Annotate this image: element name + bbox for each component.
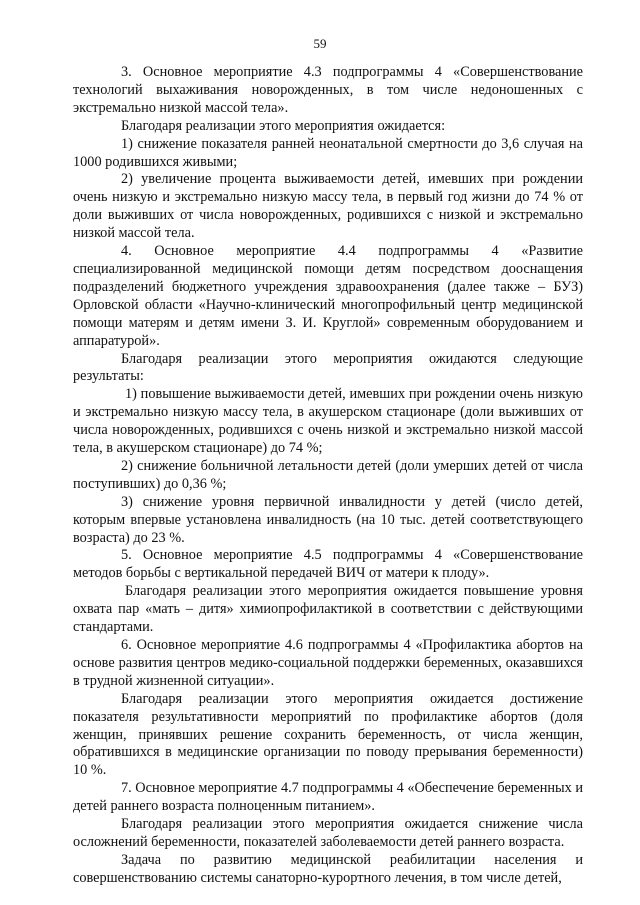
paragraph-expected-results-intro-2: Благодаря реализации этого мероприятия ожидаются следующие результаты: bbox=[73, 350, 583, 385]
paragraph-measure-4-5: 5. Основное мероприятие 4.5 подпрограммы 4 «Совершенствование методов борьбы с вертикальной передачей ВИЧ от матери к плоду». bbox=[73, 547, 583, 582]
paragraph-measure-4-7: 7. Основное мероприятие 4.7 подпрограммы 4 «Обеспечение беременных и детей раннего возраста полноценным питанием». bbox=[73, 780, 583, 815]
paragraph-result-1: 1) снижение показателя ранней неонатальной смертности до 3,6 случая на 1000 родившихся живыми; bbox=[73, 135, 583, 170]
paragraph-measure-4-6-result: Благодаря реализации этого мероприятия ожидается достижение показателя результативности мероприятий по профилактике абортов (доля женщин, принявших решение сохранить беременность, от числа женщин, обратившихся в медицинские организации по поводу прерывания беременности) 10 %. bbox=[73, 690, 583, 779]
paragraph-measure-4-3: 3. Основное мероприятие 4.3 подпрограммы 4 «Совершенствование технологий выхаживания новорожденных, в том числе недоношенных с экстремально низкой массой тела». bbox=[73, 64, 583, 116]
paragraph-measure-4-5-result: Благодаря реализации этого мероприятия ожидается повышение уровня охвата пар «мать – дитя» химиопрофилактикой в соответствии с действующими стандартами. bbox=[73, 583, 583, 636]
paragraph-measure-4-6: 6. Основное мероприятие 4.6 подпрограммы 4 «Профилактика абортов на основе развития центров медико-социальной поддержки беременных, оказавшихся в трудной жизненной ситуации». bbox=[73, 637, 583, 689]
paragraph-expected-results-intro: Благодаря реализации этого мероприятия ожидается: bbox=[121, 117, 446, 134]
paragraph-rehabilitation-task: Задача по развитию медицинской реабилитации населения и совершенствованию системы санаторно-курортного лечения, в том числе детей, bbox=[73, 851, 583, 886]
paragraph-result-survival: 1) повышение выживаемости детей, имевших при рождении очень низкую и экстремально низкую массу тела, в акушерском стационаре (доли выживших от числа новорожденных, родившихся с очень низкой и экстремально низкой массой тела, в акушерском стационаре) до 74 %; bbox=[73, 386, 583, 457]
paragraph-result-disability: 3) снижение уровня первичной инвалидности у детей (число детей, которым впервые установлена инвалидность (на 10 тыс. детей соответствующего возраста) до 23 %. bbox=[73, 493, 583, 546]
paragraph-measure-4-4: 4. Основное мероприятие 4.4 подпрограммы 4 «Развитие специализированной медицинской помощи детям посредством дооснащения подразделений бюджетного учреждения здравоохранения (далее также – БУЗ) Орловской области «Научно-клинический многопрофильный центр медицинской помощи матерям и детям имени З. И. Круглой» современным оборудованием и аппаратурой». bbox=[73, 243, 583, 349]
page-number: 59 bbox=[313, 36, 327, 51]
paragraph-measure-4-7-result: Благодаря реализации этого мероприятия ожидается снижение числа осложнений беременности, показателей заболеваемости детей раннего возраста. bbox=[73, 816, 583, 850]
paragraph-result-mortality: 2) снижение больничной летальности детей (доли умерших детей от числа поступивших) до 0,36 %; bbox=[73, 457, 583, 492]
body-text bbox=[73, 64, 583, 888]
paragraph-result-2: 2) увеличение процента выживаемости детей, имевших при рождении очень низкую и экстремально низкую массу тела, в первый год жизни до 74 % от доли выживших от числа новорожденных, родившихся с низкой и экстремально низкой массой тела. bbox=[73, 171, 583, 242]
